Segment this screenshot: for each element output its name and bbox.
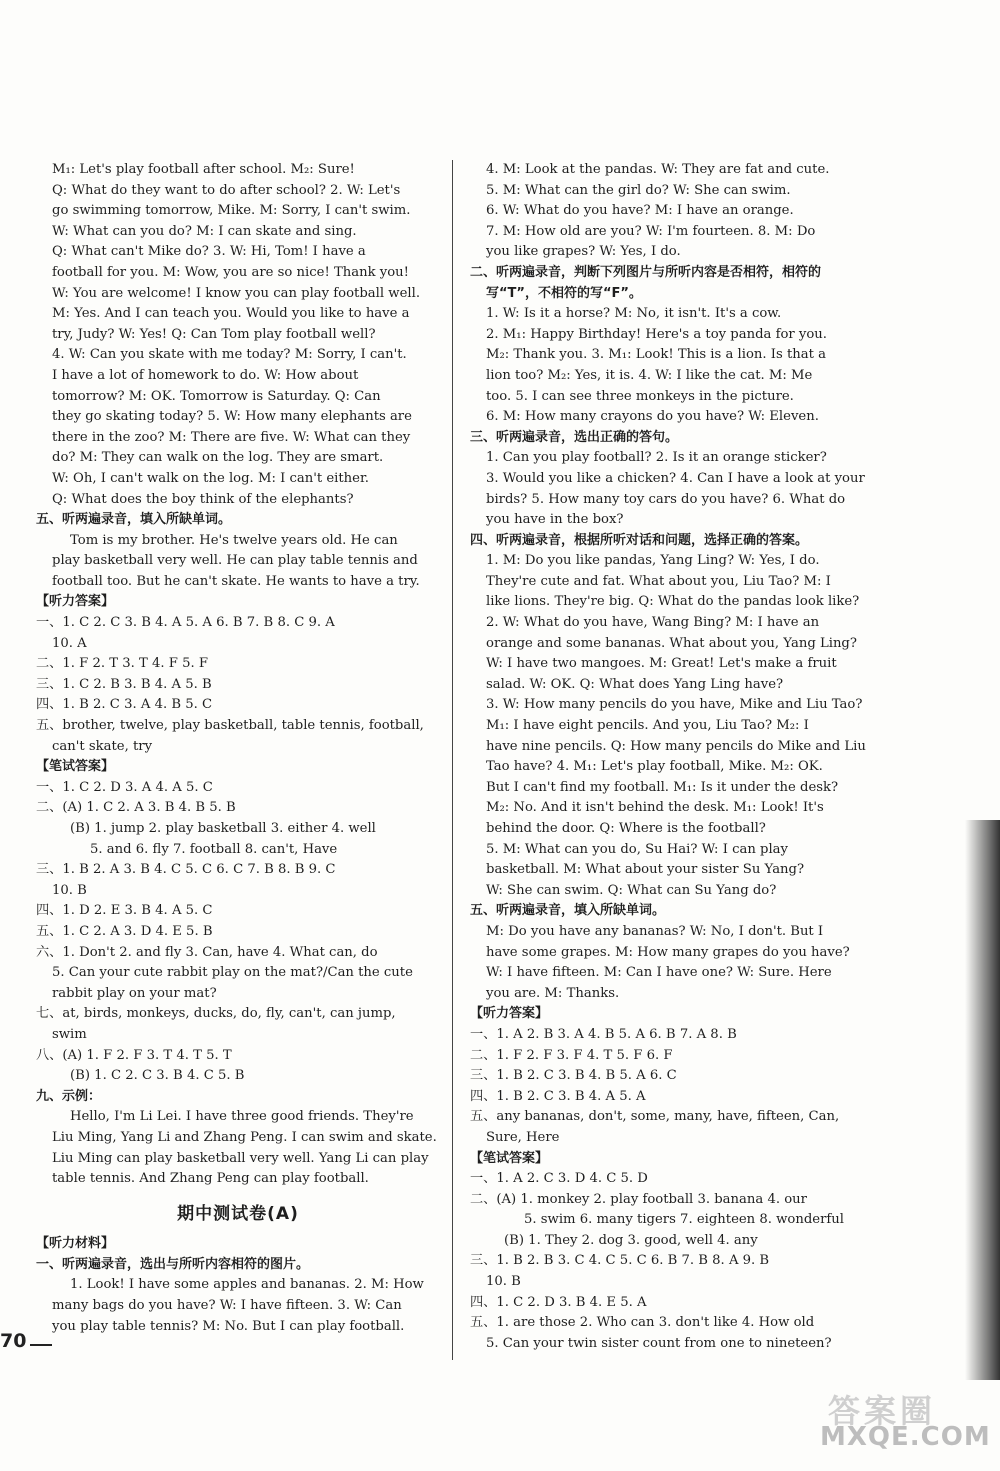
page-number: 70: [0, 1330, 27, 1352]
text-line: 5. Can your cute rabbit play on the mat?/Can the cute: [52, 965, 413, 981]
text-line: football too. But he can't skate. He wants to have a try.: [52, 573, 420, 589]
text-line: orange and some bananas. What about you, Yang Ling?: [486, 635, 857, 651]
text-line: M₂: No. And it isn't behind the desk. M₁: Look! It's: [486, 800, 824, 816]
text-line: Liu Ming, Yang Li and Zhang Peng. I can swim and skate.: [52, 1129, 437, 1145]
section-heading: 【听力答案】: [470, 1006, 549, 1022]
text-line: 10. B: [486, 1274, 521, 1290]
text-line: 五、brother, twelve, play basketball, table tennis, football,: [36, 718, 424, 734]
text-line: 三、1. C 2. B 3. B 4. A 5. B: [36, 676, 212, 692]
text-line: 七、at, birds, monkeys, ducks, do, fly, can't, can jump,: [36, 1006, 396, 1022]
text-line: 6. M: How many crayons do you have? W: Eleven.: [486, 409, 819, 425]
text-line: lion too? M₂: Yes, it is. 4. W: I like the cat. M: Me: [486, 367, 813, 383]
page-number-rule: [30, 1344, 52, 1346]
text-line: do? M: They can walk on the log. They are smart.: [52, 450, 384, 466]
text-line: have nine pencils. Q: How many pencils do Mike and Liu: [486, 738, 866, 754]
text-line: 5. M: What can the girl do? W: She can swim.: [486, 182, 791, 198]
text-line: W: You are welcome! I know you can play football well.: [52, 285, 421, 301]
text-line: 3. W: How many pencils do you have, Mike and Liu Tao?: [486, 697, 863, 713]
text-line: try, Judy? W: Yes! Q: Can Tom play football well?: [52, 326, 376, 342]
text-line: salad. W: OK. Q: What does Yang Ling have?: [486, 676, 784, 692]
text-line: 5. Can your twin sister count from one to nineteen?: [486, 1335, 832, 1351]
text-line: 5. M: What can you do, Su Hai? W: I can play: [486, 841, 788, 857]
text-line: 四、1. D 2. E 3. B 4. A 5. C: [36, 903, 213, 919]
text-line: Liu Ming can play basketball very well. Yang Li can play: [52, 1150, 429, 1166]
section-heading: 【笔试答案】: [36, 759, 115, 775]
text-line: (B) 1. jump 2. play basketball 3. either 4. well: [70, 821, 376, 836]
text-line: swim: [52, 1026, 87, 1042]
text-line: 四、1. B 2. C 3. A 4. B 5. C: [36, 697, 213, 713]
text-line: But I can't find my football. M₁: Is it under the desk?: [486, 779, 839, 795]
text-line: 4. M: Look at the pandas. W: They are fat and cute.: [486, 162, 830, 177]
text-line: 六、1. Don't 2. and fly 3. Can, have 4. What can, do: [36, 944, 378, 960]
column-divider: [452, 160, 453, 1360]
text-line: Q: What does the boy think of the elephants?: [52, 491, 354, 507]
text-line: 一、1. A 2. B 3. A 4. B 5. A 6. B 7. A 8. B: [470, 1026, 737, 1042]
text-line: 一、1. A 2. C 3. D 4. C 5. D: [470, 1171, 648, 1187]
left-column: [36, 160, 440, 1337]
text-line: Tom is my brother. He's twelve years old. He can: [70, 532, 398, 548]
text-line: M: Yes. And I can teach you. Would you like to have a: [52, 306, 410, 322]
text-line: many bags do you have? W: I have fifteen. 3. W: Can: [52, 1298, 402, 1314]
text-line: Q: What do they want to do after school? 2. W: Let's: [52, 182, 401, 198]
text-line: rabbit play on your mat?: [52, 985, 217, 1001]
section-heading: 【听力材料】: [36, 1236, 115, 1252]
text-line: 四、1. B 2. C 3. B 4. A 5. A: [470, 1088, 646, 1104]
text-line: 1. Can you play football? 2. Is it an orange sticker?: [486, 450, 827, 466]
text-line: you are. M: Thanks.: [486, 985, 620, 1001]
watermark-en-text: MXQE.COM: [820, 1422, 991, 1452]
text-line: go swimming tomorrow, Mike. M: Sorry, I can't swim.: [52, 203, 411, 219]
text-line: football for you. M: Wow, you are so nice! Thank you!: [52, 264, 409, 280]
text-line: 一、1. C 2. D 3. A 4. A 5. C: [36, 779, 213, 795]
text-line: can't skate, try: [52, 738, 153, 754]
text-line: 1. Look! I have some apples and bananas. 2. M: How: [70, 1277, 424, 1293]
text-line: 5. swim 6. many tigers 7. eighteen 8. wonderful: [524, 1212, 845, 1228]
text-line: 1. M: Do you like pandas, Yang Ling? W: Yes, I do.: [486, 553, 820, 569]
text-line: M: Do you have any bananas? W: No, I don't. But I: [486, 923, 824, 939]
text-line: (B) 1. They 2. dog 3. good, well 4. any: [504, 1232, 758, 1248]
text-line: W: What can you do? M: I can skate and sing.: [52, 223, 357, 239]
text-line: M₂: Thank you. 3. M₁: Look! This is a lion. Is that a: [486, 347, 826, 363]
section-heading: 二、听两遍录音，判断下列图片与所听内容是否相符，相符的: [470, 264, 822, 280]
text-line: W: Oh, I can't walk on the log. M: I can't either.: [52, 470, 369, 486]
text-line: tomorrow? M: OK. Tomorrow is Saturday. Q: Can: [52, 388, 381, 404]
text-line: They're cute and fat. What about you, Liu Tao? M: I: [486, 573, 831, 589]
text-line: 四、1. C 2. D 3. B 4. E 5. A: [470, 1294, 647, 1310]
text-line: behind the door. Q: Where is the football?: [486, 821, 766, 836]
text-line: 2. M₁: Happy Birthday! Here's a toy panda for you.: [486, 326, 827, 342]
text-line: 4. W: Can you skate with me today? M: Sorry, I can't.: [52, 347, 407, 363]
text-line: 五、1. C 2. A 3. D 4. E 5. B: [36, 923, 213, 939]
text-line: Q: What can't Mike do? 3. W: Hi, Tom! I have a: [52, 244, 366, 260]
text-line: W: She can swim. Q: What can Su Yang do?: [486, 882, 777, 898]
section-heading: 写“T”，不相符的写“F”。: [486, 285, 642, 301]
watermark-cn-text: 答案圈: [828, 1392, 937, 1430]
text-line: Sure, Here: [486, 1129, 560, 1145]
text-line: 二、(A) 1. C 2. A 3. B 4. B 5. B: [36, 800, 236, 816]
text-line: play basketball very well. He can play table tennis and: [52, 553, 418, 569]
text-line: 10. A: [52, 635, 87, 651]
right-column: [470, 160, 874, 1354]
section-heading: 四、听两遍录音，根据所听对话和问题，选择正确的答案。: [470, 532, 809, 548]
text-line: 二、1. F 2. T 3. T 4. F 5. F: [36, 656, 209, 672]
section-heading: 三、听两遍录音，选出正确的答句。: [470, 429, 679, 445]
text-line: table tennis. And Zhang Peng can play football.: [52, 1171, 369, 1187]
text-line: you have in the box?: [486, 512, 624, 528]
watermark-logo: [806, 1386, 991, 1464]
section-title: 期中测试卷(A): [177, 1203, 299, 1224]
text-line: 1. W: Is it a horse? M: No, it isn't. It's a cow.: [486, 306, 782, 322]
text-line: 三、1. B 2. A 3. B 4. C 5. C 6. C 7. B 8. B 9. C: [36, 862, 336, 878]
text-line: 10. B: [52, 882, 87, 898]
text-line: 2. W: What do you have, Wang Bing? M: I have an: [486, 615, 820, 631]
text-line: 五、any bananas, don't, some, many, have, fifteen, Can,: [470, 1109, 840, 1125]
text-line: 三、1. B 2. B 3. C 4. C 5. C 6. B 7. B 8. A 9. B: [470, 1253, 770, 1269]
section-heading: 五、听两遍录音，填入所缺单词。: [36, 512, 232, 528]
text-line: like lions. They're big. Q: What do the pandas look like?: [486, 594, 860, 610]
text-line: too. 5. I can see three monkeys in the picture.: [486, 388, 794, 404]
text-line: M₁: Let's play football after school. M₂: Sure!: [52, 162, 355, 177]
text-line: have some grapes. M: How many grapes do you have?: [486, 944, 850, 960]
text-line: 一、1. C 2. C 3. B 4. A 5. A 6. B 7. B 8. C 9. A: [36, 615, 335, 631]
text-line: Hello, I'm Li Lei. I have three good friends. They're: [70, 1109, 414, 1125]
text-line: 5. and 6. fly 7. football 8. can't, Have: [90, 841, 338, 857]
text-line: birds? 5. How many toy cars do you have? 6. What do: [486, 491, 846, 507]
text-line: W: I have two mangoes. M: Great! Let's make a fruit: [486, 656, 837, 672]
section-heading: 【听力答案】: [36, 594, 115, 610]
text-line: 三、1. B 2. C 3. B 4. B 5. A 6. C: [470, 1068, 677, 1084]
section-heading: 九、示例：: [36, 1088, 102, 1104]
text-line: basketball. M: What about your sister Su Yang?: [486, 862, 805, 878]
text-line: you like grapes? W: Yes, I do.: [486, 244, 681, 260]
text-line: 7. M: How old are you? W: I'm fourteen. 8. M: Do: [486, 223, 816, 239]
text-line: 6. W: What do you have? M: I have an orange.: [486, 203, 794, 219]
text-line: 二、1. F 2. F 3. F 4. T 5. F 6. F: [470, 1047, 673, 1063]
section-heading: 五、听两遍录音，填入所缺单词。: [470, 903, 666, 919]
text-line: 八、(A) 1. F 2. F 3. T 4. T 5. T: [36, 1047, 232, 1063]
text-line: you play table tennis? M: No. But I can play football.: [52, 1318, 405, 1334]
text-line: 3. Would you like a chicken? 4. Can I have a look at your: [486, 470, 865, 486]
scan-edge-shadow: [965, 820, 1000, 1380]
text-line: there in the zoo? M: There are five. W: What can they: [52, 429, 411, 445]
text-line: M₁: I have eight pencils. And you, Liu Tao? M₂: I: [486, 718, 809, 734]
text-line: W: I have fifteen. M: Can I have one? W: Sure. Here: [486, 965, 832, 981]
section-heading: 【笔试答案】: [470, 1150, 549, 1166]
text-line: they go skating today? 5. W: How many elephants are: [52, 409, 412, 425]
text-line: (B) 1. C 2. C 3. B 4. C 5. B: [70, 1068, 245, 1084]
text-line: I have a lot of homework to do. W: How about: [52, 367, 359, 383]
text-line: 二、(A) 1. monkey 2. play football 3. banana 4. our: [470, 1191, 807, 1207]
text-line: 五、1. are those 2. Who can 3. don't like 4. How old: [470, 1315, 815, 1331]
section-heading: 一、听两遍录音，选出与所听内容相符的图片。: [36, 1256, 310, 1272]
text-line: Tao have? 4. M₁: Let's play football, Mike. M₂: OK.: [486, 759, 823, 775]
